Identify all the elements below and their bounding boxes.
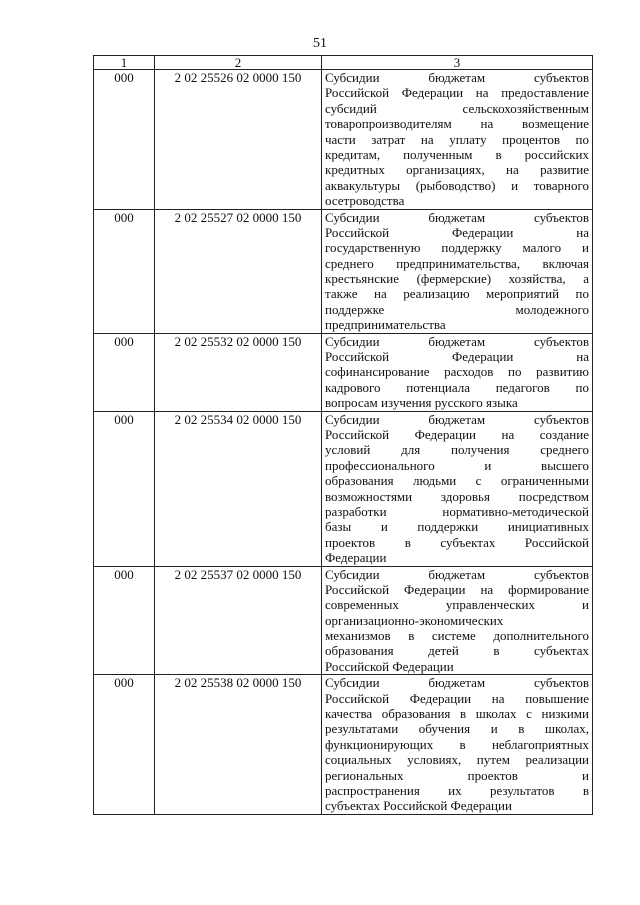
- description-line: организационно-экономических: [325, 612, 504, 628]
- budget-classification-code-cell: 2 02 25527 02 0000 150: [155, 209, 322, 333]
- table-row: [94, 675, 593, 815]
- description-line: предпринимательства: [325, 317, 446, 333]
- budget-classification-code-cell: 2 02 25537 02 0000 150: [155, 566, 322, 675]
- table-row: [94, 333, 593, 411]
- description-line: кадрового потенциала педагогов по: [325, 379, 589, 395]
- description-line: также на реализацию мероприятий по: [325, 286, 589, 302]
- budget-classification-code-cell: 2 02 25532 02 0000 150: [155, 333, 322, 411]
- budget-classification-code-cell: 2 02 25526 02 0000 150: [155, 70, 322, 210]
- description-line: Российской Федерации на повышение: [325, 690, 589, 706]
- description-line: образования людьми с ограниченными: [325, 473, 589, 489]
- revenue-description-cell: [322, 70, 593, 210]
- description-line: социальных условиях, путем реализации: [325, 752, 589, 768]
- description-line: профессионального и высшего: [325, 457, 589, 473]
- revenue-description-cell: [322, 209, 593, 333]
- budget-codes-table: [93, 55, 593, 815]
- description-line: Субсидии бюджетам субъектов: [325, 675, 589, 691]
- column-header: 1: [94, 56, 155, 70]
- description-line: результатами обучения и в школах,: [325, 721, 589, 737]
- description-line: кредитных организациях, на развитие: [325, 162, 589, 178]
- revenue-description-cell: [322, 411, 593, 566]
- description-line: Субсидии бюджетам субъектов: [325, 411, 589, 427]
- description-line: государственную поддержку малого и: [325, 240, 589, 256]
- description-line: Федерации: [325, 550, 387, 566]
- table-row: [94, 209, 593, 333]
- admin-code-cell: 000: [94, 70, 155, 210]
- description-line: среднего предпринимательства, включая: [325, 255, 589, 271]
- table-header-row: [94, 56, 593, 70]
- description-line: части затрат на уплату процентов по: [325, 131, 589, 147]
- description-line: субсидий сельскохозяйственным: [325, 100, 589, 116]
- description-line: Субсидии бюджетам субъектов: [325, 70, 589, 85]
- description-line: механизмов в системе дополнительного: [325, 628, 589, 644]
- description-line: софинансирование расходов по развитию: [325, 364, 589, 380]
- description-line: кредитам, полученным в российских: [325, 146, 589, 162]
- description-line: Российской Федерации на: [325, 349, 589, 365]
- revenue-description-cell: [322, 333, 593, 411]
- description-line: Субсидии бюджетам субъектов: [325, 566, 589, 582]
- column-header: 3: [322, 56, 593, 70]
- description-line: Субсидии бюджетам субъектов: [325, 333, 589, 349]
- description-line: Российской Федерации: [325, 658, 454, 674]
- description-line: субъектах Российской Федерации: [325, 798, 512, 814]
- description-line: условий для получения среднего: [325, 442, 589, 458]
- description-line: Российской Федерации на: [325, 224, 589, 240]
- description-line: осетроводства: [325, 193, 405, 209]
- description-line: поддержке молодежного: [325, 301, 589, 317]
- description-line: крестьянские (фермерские) хозяйства, а: [325, 271, 589, 287]
- revenue-description-cell: [322, 566, 593, 675]
- budget-classification-code-cell: 2 02 25538 02 0000 150: [155, 675, 322, 815]
- description-line: образования детей в субъектах: [325, 643, 589, 659]
- budget-classification-code-cell: 2 02 25534 02 0000 150: [155, 411, 322, 566]
- description-line: распространения их результатов в: [325, 782, 589, 798]
- admin-code-cell: 000: [94, 411, 155, 566]
- description-line: Российской Федерации на формирование: [325, 581, 589, 597]
- table-row: [94, 411, 593, 566]
- admin-code-cell: 000: [94, 566, 155, 675]
- admin-code-cell: 000: [94, 209, 155, 333]
- table-row: [94, 566, 593, 675]
- description-line: функционирующих в неблагоприятных: [325, 736, 589, 752]
- description-line: базы и поддержки инициативных: [325, 519, 589, 535]
- description-line: Субсидии бюджетам субъектов: [325, 209, 589, 225]
- description-line: качества образования в школах с низкими: [325, 706, 589, 722]
- description-line: проектов в субъектах Российской: [325, 534, 589, 550]
- description-line: аквакультуры (рыбоводство) и товарного: [325, 177, 589, 193]
- admin-code-cell: 000: [94, 675, 155, 815]
- description-line: региональных проектов и: [325, 767, 589, 783]
- description-line: вопросам изучения русского языка: [325, 395, 518, 411]
- revenue-description-cell: [322, 675, 593, 815]
- table-row: [94, 70, 593, 210]
- description-line: современных управленческих и: [325, 597, 589, 613]
- description-line: товаропроизводителям на возмещение: [325, 116, 589, 132]
- admin-code-cell: 000: [94, 333, 155, 411]
- description-line: возможностями здоровья посредством: [325, 488, 589, 504]
- description-line: разработки нормативно-методической: [325, 503, 589, 519]
- page-number: 51: [313, 36, 327, 51]
- description-line: Российской Федерации на создание: [325, 426, 589, 442]
- column-header: 2: [155, 56, 322, 70]
- description-line: Российской Федерации на предоставление: [325, 85, 589, 101]
